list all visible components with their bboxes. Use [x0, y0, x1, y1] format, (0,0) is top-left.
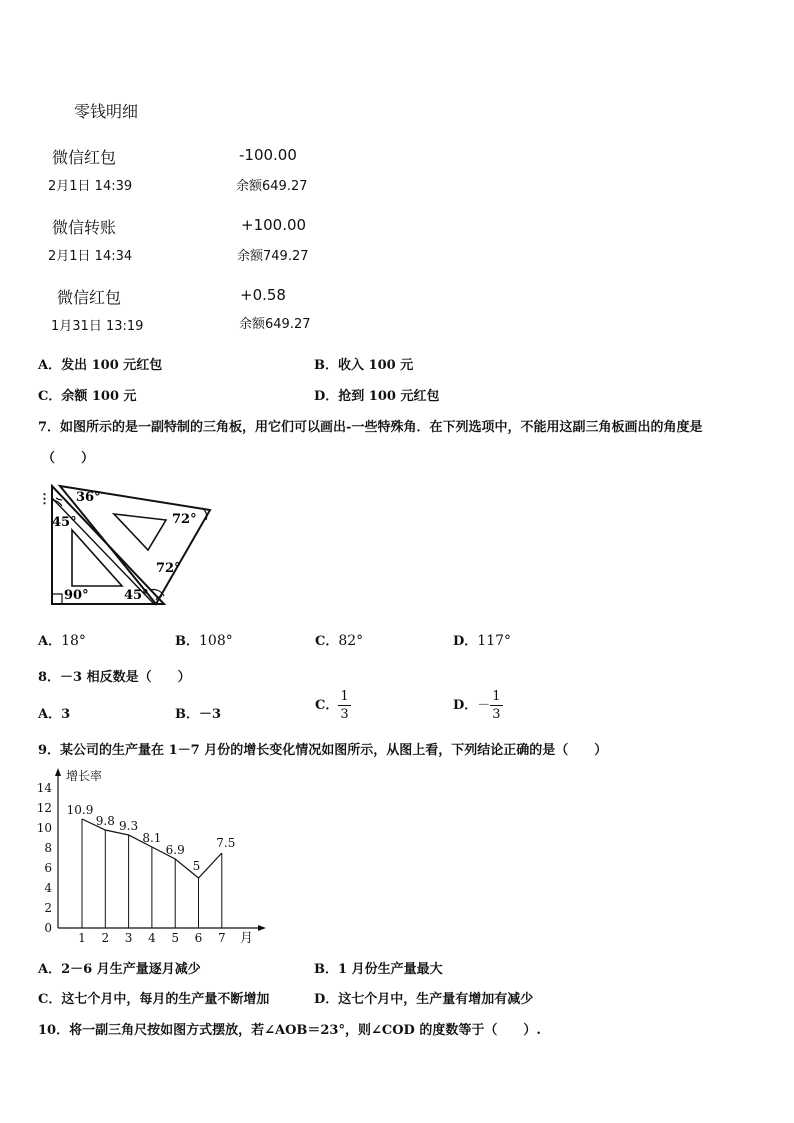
q8-option-c — [315, 690, 351, 721]
x-tick-label: 5 — [171, 931, 180, 945]
option-text: 117° — [477, 633, 512, 649]
option-text: 1 月份生产量最大 — [338, 962, 443, 977]
x-tick-label: 2 — [101, 931, 110, 945]
fraction-denominator: 3 — [340, 707, 349, 722]
angle-label: 90° — [64, 588, 89, 603]
fraction-denominator: 3 — [492, 707, 501, 722]
q8-stem: 8．－3 相反数是（ ） — [38, 670, 191, 685]
option-text: 2－6 月生产量逐月减少 — [61, 962, 201, 977]
q6-option-c — [38, 385, 137, 404]
option-text: 82° — [338, 633, 364, 649]
q6-option-a — [38, 354, 162, 373]
option-text: 108° — [199, 633, 233, 649]
y-axis-arrow — [55, 768, 61, 776]
x-tick-label: 4 — [148, 931, 156, 945]
fraction — [338, 690, 350, 721]
x-axis-label: 月 — [240, 931, 254, 946]
y-tick-label: 10 — [36, 821, 52, 835]
q9-stem: 9．某公司的生产量在 1－7 月份的增长变化情况如图所示，从图上看，下列结论正确的是（ ） — [38, 743, 608, 758]
option-label: D． — [314, 389, 339, 404]
q7-option-d — [453, 630, 511, 649]
data-label: 5 — [192, 859, 201, 873]
x-axis-arrow — [258, 925, 266, 931]
fraction-numerator: 1 — [340, 689, 349, 704]
option-label: D． — [453, 698, 478, 713]
option-label: D． — [453, 634, 478, 649]
q10-stem: 10．将一副三角尺按如图方式摆放，若∠AOB＝23°，则∠COD 的度数等于（ ）. — [38, 1023, 541, 1038]
q7-stem: 7．如图所示的是一副特制的三角板，用它们可以画出-一些特殊角．在下列选项中，不能用这副三角板画出的角度是 — [38, 420, 703, 435]
y-axis-label: 增长率 — [66, 769, 103, 783]
x-tick-label: 3 — [124, 931, 133, 945]
option-text: 3 — [61, 707, 71, 722]
minus-sign: － — [477, 698, 491, 713]
q8-option-d — [453, 690, 503, 721]
data-label: 7.5 — [216, 836, 236, 850]
option-label: A． — [38, 962, 62, 977]
y-tick-label: 6 — [44, 861, 52, 875]
x-tick-label: 6 — [194, 931, 203, 945]
wallet-entry-time: 2月1日 14:39 — [48, 179, 133, 194]
angle-arc — [56, 498, 62, 500]
q9-option-d — [314, 988, 533, 1007]
set-square-36-hole — [114, 514, 166, 550]
q7-option-b — [175, 630, 233, 649]
option-text: －3 — [199, 707, 222, 722]
wallet-entry-name: 微信红包 — [57, 288, 122, 307]
data-label: 9.3 — [119, 819, 139, 833]
fraction — [490, 690, 502, 721]
option-label: C． — [315, 634, 339, 649]
q8-option-b — [175, 703, 221, 722]
option-label: B． — [175, 707, 199, 722]
y-tick-label: 8 — [44, 841, 52, 855]
angle-label: 36° — [76, 490, 101, 505]
option-text: 抢到 100 元红包 — [338, 389, 440, 404]
x-tick-label: 1 — [78, 931, 86, 945]
option-label: C． — [38, 992, 62, 1007]
dots-marker: ⋮ — [38, 492, 51, 507]
data-label: 8.1 — [142, 831, 162, 845]
option-label: A． — [38, 358, 62, 373]
y-tick-label: 12 — [36, 801, 52, 815]
growth-rate-chart — [30, 762, 270, 950]
wallet-entry-amount: +0.58 — [240, 286, 286, 304]
option-text: 18° — [61, 633, 86, 649]
option-label: A． — [38, 634, 62, 649]
option-label: A． — [38, 707, 62, 722]
wallet-entry-balance: 余额749.27 — [237, 249, 309, 264]
fraction-numerator: 1 — [492, 689, 501, 704]
y-tick-label: 0 — [44, 921, 52, 935]
y-tick-label: 14 — [36, 781, 52, 795]
angle-label: 45° — [52, 515, 77, 530]
wallet-entry-name: 微信转账 — [52, 218, 117, 237]
option-text: 发出 100 元红包 — [61, 358, 163, 373]
set-square-45-hole — [72, 530, 122, 586]
option-label: D． — [314, 992, 339, 1007]
option-label: B． — [314, 358, 338, 373]
q7-stem-blank: （ ） — [42, 451, 95, 466]
wallet-title: 零钱明细 — [74, 102, 139, 121]
data-label: 9.8 — [95, 814, 115, 828]
q8-option-a — [38, 703, 70, 722]
x-tick-label: 7 — [217, 931, 226, 945]
angle-label: 72° — [156, 561, 181, 576]
option-text: 余额 100 元 — [61, 389, 137, 404]
right-angle-mark — [52, 594, 62, 604]
option-label: B． — [314, 962, 338, 977]
y-tick-label: 4 — [44, 881, 52, 895]
wallet-entry-amount: -100.00 — [239, 146, 297, 164]
wallet-entry-balance: 余额649.27 — [239, 317, 311, 332]
wallet-entry-amount: +100.00 — [241, 216, 307, 234]
q7-option-a — [38, 630, 86, 649]
q6-option-d — [314, 385, 439, 404]
wallet-entry-time: 1月31日 13:19 — [51, 319, 144, 334]
q9-option-a — [38, 958, 201, 977]
wallet-entry-balance: 余额649.27 — [236, 179, 308, 194]
q9-option-b — [314, 958, 443, 977]
angle-label: 72° — [172, 512, 197, 527]
option-label: C． — [315, 698, 339, 713]
wallet-entry-time: 2月1日 14:34 — [48, 249, 133, 264]
option-text: 收入 100 元 — [338, 358, 414, 373]
option-label: C． — [38, 389, 62, 404]
q6-option-b — [314, 354, 413, 373]
q9-option-c — [38, 988, 269, 1007]
wallet-entry-name: 微信红包 — [52, 148, 117, 167]
option-text: 这七个月中，生产量有增加有减少 — [338, 992, 534, 1007]
angle-label: 45° — [124, 588, 149, 603]
option-text: 这七个月中，每月的生产量不断增加 — [61, 992, 270, 1007]
q7-option-c — [315, 630, 363, 649]
y-tick-label: 2 — [44, 901, 52, 915]
data-label: 10.9 — [66, 803, 94, 817]
option-label: B． — [175, 634, 199, 649]
triangle-ruler-figure — [34, 478, 216, 610]
data-label: 6.9 — [165, 843, 185, 857]
